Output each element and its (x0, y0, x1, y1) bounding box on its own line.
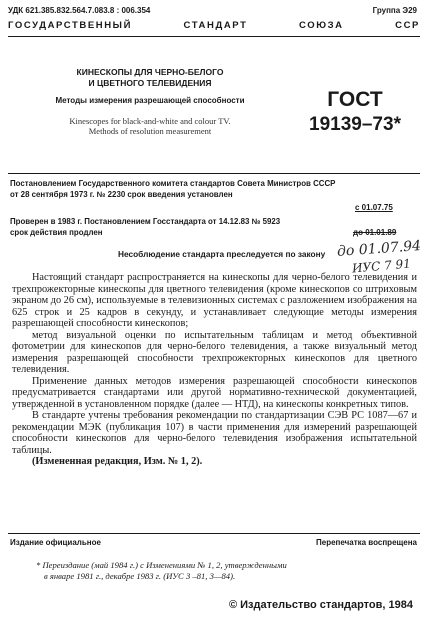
standard-body (12, 272, 417, 468)
handwritten-ius: ИУС 7 91 (351, 256, 412, 276)
old-validity-date: до 01.01.89 (353, 228, 397, 237)
official-edition-label: Издание официальное (10, 538, 101, 547)
handwritten-extension: до 01.07.94 (336, 238, 422, 260)
revision-text: Проверен в 1983 г. Постановлением Госстандарта от 14.12.83 № 5923 срок действия продлен (10, 217, 281, 237)
introduction-date: с 01.07.75 (355, 203, 393, 212)
reissue-footnote: * Переиздание (май 1984 г.) с Изменениями № 1, 2, утвержденными в январе 1981 г., декабре 1983 г. (ИУС 3 –81, 3—84). (36, 560, 287, 581)
body-paragraph: В стандарте учтены требования рекомендации по стандартизации СЭВ РС 1087—67 и рекомендации МЭК (публикация 107) в части применения для измерений разрешающей способности кинескопов для черно-белого телевидения изображения испытательной таблицы. (12, 410, 417, 456)
edition-note: (Измененная редакция, Изм. № 1, 2). (32, 456, 203, 467)
english-title: Kinescopes for black-and-white and colour TV. Methods of resolution measurement (69, 116, 231, 136)
gost-number: 19139–73* (309, 114, 401, 135)
header-rule (8, 36, 420, 37)
body-paragraph: метод визуальной оценки по испытательным таблицам и метод объективной фотометрии для кинескопов для черно-белого телевидения, а также визуальный метод измерения разрешающей способности трехпрожекторных кинескопов для цветного телевидения. (12, 329, 417, 375)
gost-label: ГОСТ (327, 88, 383, 111)
reprint-prohibited-label: Перепечатка воспрещена (316, 538, 417, 547)
legal-notice: Несоблюдение стандарта преследуется по закону (118, 249, 326, 259)
footer-rule (8, 533, 420, 534)
document-subtitle: Методы измерения разрешающей способности (55, 96, 245, 105)
title-rule (8, 173, 420, 174)
document-title: КИНЕСКОПЫ ДЛЯ ЧЕРНО-БЕЛОГО И ЦВЕТНОГО ТЕЛЕВИДЕНИЯ (76, 67, 224, 88)
publisher-copyright: © Издательство стандартов, 1984 (228, 599, 413, 611)
group-code: Группа Э29 (372, 6, 417, 15)
body-paragraph: Настоящий стандарт распространяется на кинескопы для черно-белого телевидения и трехпрожекторные кинескопы для цветного телевидения (кроме кинескопов со штриховым экраном до 26 см), используемые в телевизионных системах с разложением изображения на 625 строк и 25 кадров в секунду, и устанавливает следующие методы измерения разрешающей способности кинескопов; (12, 272, 417, 329)
body-paragraph: Применение данных методов измерения разрешающей способности кинескопов предусматривается стандартами или другой нормативно-технической документацией, утвержденной в установленном порядке (далее — НТД), на кинескопы конкретных типов. (12, 375, 417, 410)
standard-banner: ГОСУДАРСТВЕННЫЙ СТАНДАРТ СОЮЗА ССР (8, 20, 420, 31)
decree-text: Постановлением Государственного комитета стандартов Совета Министров СССР от 28 сентября 1973 г. № 2230 срок введения установлен (10, 179, 336, 199)
udc-code: УДК 621.385.832.564.7.083.8 : 006.354 (8, 6, 151, 15)
